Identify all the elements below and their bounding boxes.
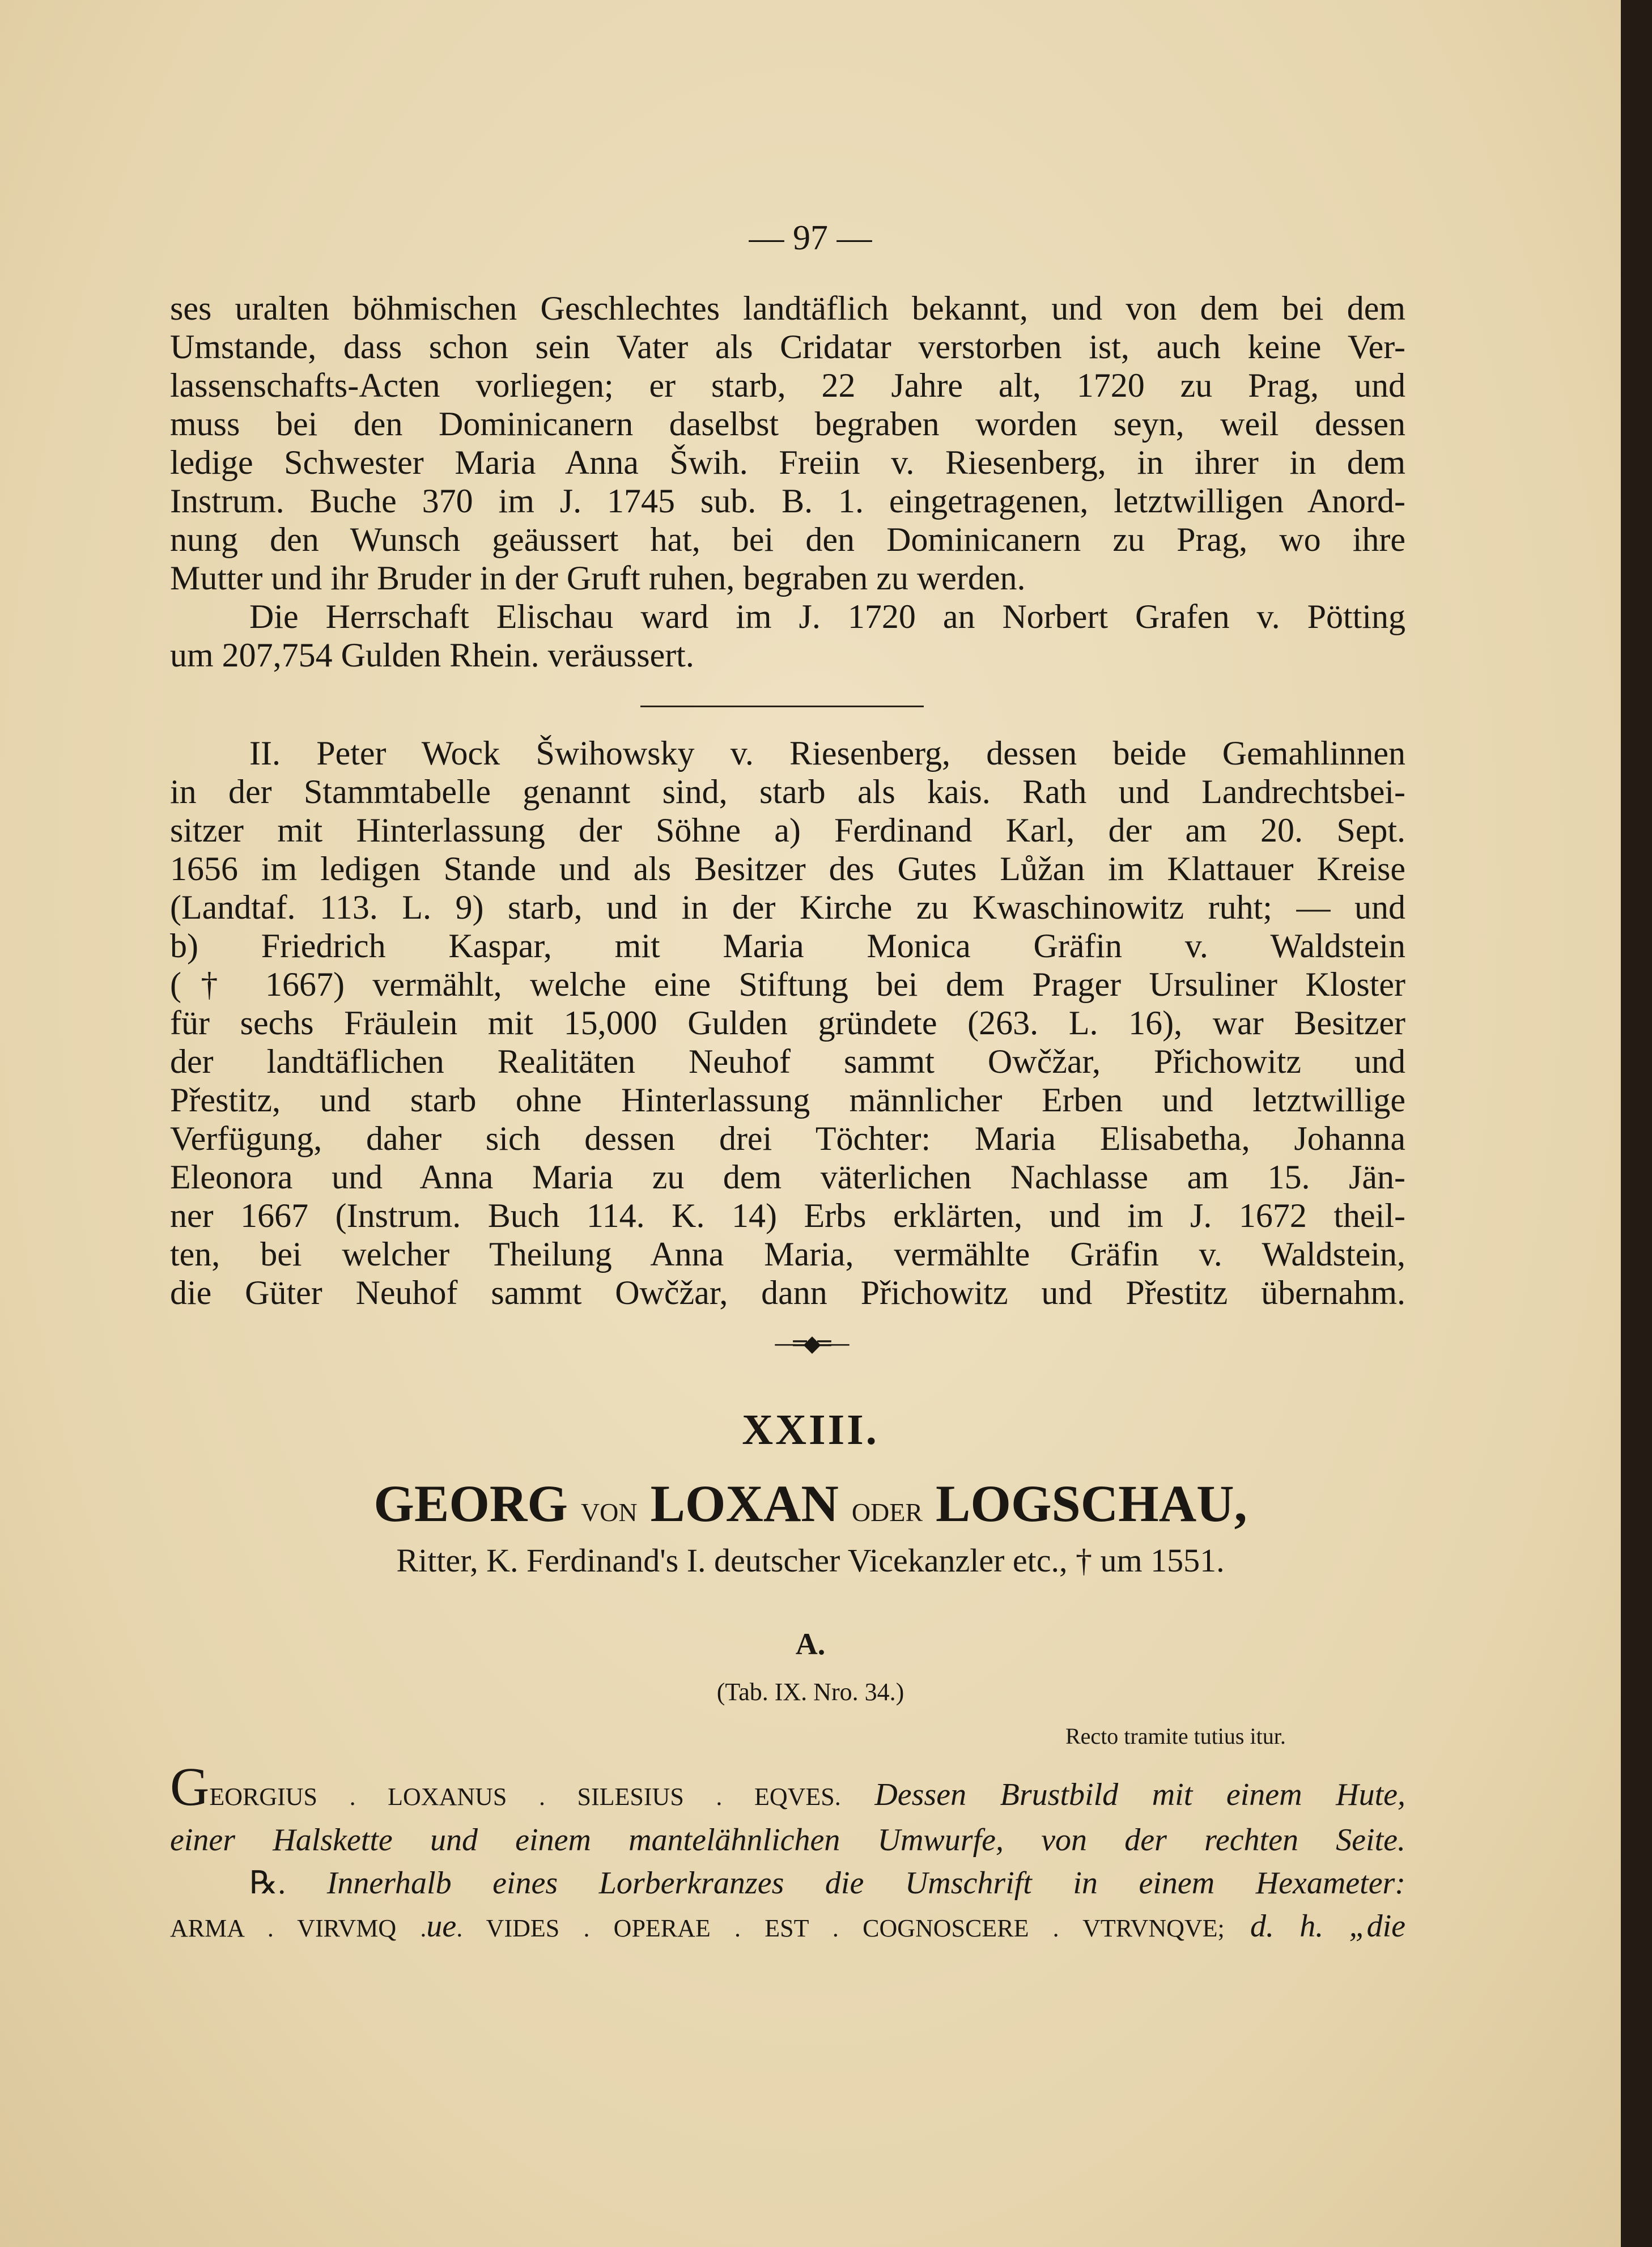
text-line: der landtäflichen Realitäten Neuhof sammt Owčžar, Přichowitz und	[170, 1043, 1405, 1080]
text-line: Verfügung, daher sich dessen drei Töchter: Maria Elisabetha, Johanna	[170, 1120, 1405, 1157]
section-heading	[0, 1473, 1621, 1534]
coin-line-4	[170, 1905, 1405, 1950]
inscription-b: ue	[426, 1909, 457, 1944]
text-line: ner 1667 (Instrum. Buch 114. K. 14) Erbs erklärten, und im J. 1672 theil-	[170, 1197, 1405, 1234]
text-line: in der Stammtabelle genannt sind, starb als kais. Rath und Landrechtsbei-	[170, 773, 1405, 810]
paragraph-1	[170, 289, 1405, 674]
text-line: für sechs Fräulein mit 15,000 Gulden gründete (263. L. 16), war Besitzer	[170, 1004, 1405, 1042]
text-line: (Landtaf. 113. L. 9) starb, und in der Kirche zu Kwaschinowitz ruht; — und	[170, 889, 1405, 926]
section-subtitle: Ritter, K. Ferdinand's I. deutscher Vicekanzler etc., † um 1551.	[396, 1542, 1225, 1579]
coin-line-1	[170, 1756, 1406, 1819]
ornament-divider: —═◆═—	[774, 1331, 847, 1357]
page-edge-shadow	[1621, 0, 1652, 2247]
text-line: († 1667) vermählt, welche eine Stiftung bei dem Prager Ursuliner Kloster	[170, 966, 1405, 1003]
heading-name-1: GEORG	[373, 1475, 568, 1532]
text-line: Přestitz, und starb ohne Hinterlassung männlicher Erben und letztwillige	[170, 1081, 1405, 1119]
text-line: b) Friedrich Kaspar, mit Maria Monica Gräfin v. Waldstein	[170, 927, 1405, 965]
text-line: ledige Schwester Maria Anna Šwih. Freiin v. Riesenberg, in ihrer in dem	[170, 444, 1405, 481]
text-line: II. Peter Wock Šwihowsky v. Riesenberg, dessen beide Gemahlinnen	[249, 734, 1405, 772]
inscription-a: ARMA . VIRVMQ .	[170, 1914, 427, 1942]
subsection-letter: A.	[795, 1627, 826, 1661]
section-divider	[640, 706, 924, 707]
text-line: Die Herrschaft Elischau ward im J. 1720 an Norbert Grafen v. Pötting	[249, 598, 1405, 635]
text-line: ten, bei welcher Theilung Anna Maria, vermählte Gräfin v. Waldstein,	[170, 1235, 1405, 1273]
coin-reverse-desc: Innerhalb eines Lorberkranzes die Umschrift in einem Hexameter:	[326, 1866, 1405, 1901]
text-line: muss bei den Dominicanern daselbst begraben worden seyn, weil dessen	[170, 405, 1405, 443]
inscription-d: d. h. „die	[1250, 1909, 1405, 1944]
paragraph-3	[170, 734, 1405, 1312]
coin-description	[170, 1756, 1406, 1950]
text-line: ses uralten böhmischen Geschlechtes landtäflich bekannt, und von dem bei dem	[170, 290, 1405, 327]
text-line: um 207,754 Gulden Rhein. veräussert.	[170, 636, 694, 674]
heading-comma: ,	[1234, 1475, 1247, 1532]
heading-name-3: LOGSCHAU	[936, 1475, 1234, 1532]
text-line: Mutter und ihr Bruder in der Gruft ruhen, begraben zu werden.	[170, 559, 1026, 597]
text-line: Eleonora und Anna Maria zu dem väterlichen Nachlasse am 15. Jän-	[170, 1158, 1405, 1196]
text-line: nung den Wunsch geäussert hat, bei den Dominicanern zu Prag, wo ihre	[170, 521, 1405, 558]
coin-line-3	[170, 1862, 1405, 1905]
text-line: lassenschafts-Acten vorliegen; er starb, 22 Jahre alt, 1720 zu Prag, und	[170, 367, 1405, 404]
text-line: sitzer mit Hinterlassung der Söhne a) Ferdinand Karl, der am 20. Sept.	[170, 812, 1405, 849]
heading-name-2: LOXAN	[650, 1475, 839, 1532]
text-line: 1656 im ledigen Stande und als Besitzer des Gutes Lůžan im Klattauer Kreise	[170, 850, 1405, 887]
paragraph-2	[170, 597, 1405, 674]
text-line: die Güter Neuhof sammt Owčžar, dann Přichowitz und Přestitz übernahm.	[170, 1274, 1405, 1311]
coin-line-2: einer Halskette und einem mantelähnlichen Umwurfe, von der rechten Seite.	[170, 1823, 1405, 1858]
text-line: Umstande, dass schon sein Vater als Cridatar verstorben ist, auch keine Ver-	[170, 328, 1405, 366]
drop-initial: G	[170, 1756, 210, 1817]
table-reference: (Tab. IX. Nro. 34.)	[716, 1678, 904, 1706]
inscription-c: . VIDES . OPERAE . EST . COGNOSCERE . VTRVNQVE;	[456, 1914, 1225, 1942]
section-number: XXIII.	[742, 1406, 879, 1454]
paragraph-1-body	[170, 289, 1405, 597]
text-line: Instrum. Buche 370 im J. 1745 sub. B. 1. eingetragenen, letztwilligen Anord-	[170, 482, 1405, 520]
coin-legend: EORGIUS . LOXANUS . SILESIUS . EQVES.	[209, 1783, 841, 1811]
heading-von: VON	[580, 1498, 638, 1527]
reverse-mark: ℞.	[249, 1866, 286, 1901]
paragraph-3-body	[170, 734, 1405, 1312]
heading-oder: ODER	[851, 1498, 923, 1527]
motto: Recto tramite tutius itur.	[1065, 1723, 1286, 1749]
coin-desc-1: Dessen Brustbild mit einem Hute,	[874, 1777, 1406, 1812]
page-number: — 97 —	[749, 219, 872, 257]
